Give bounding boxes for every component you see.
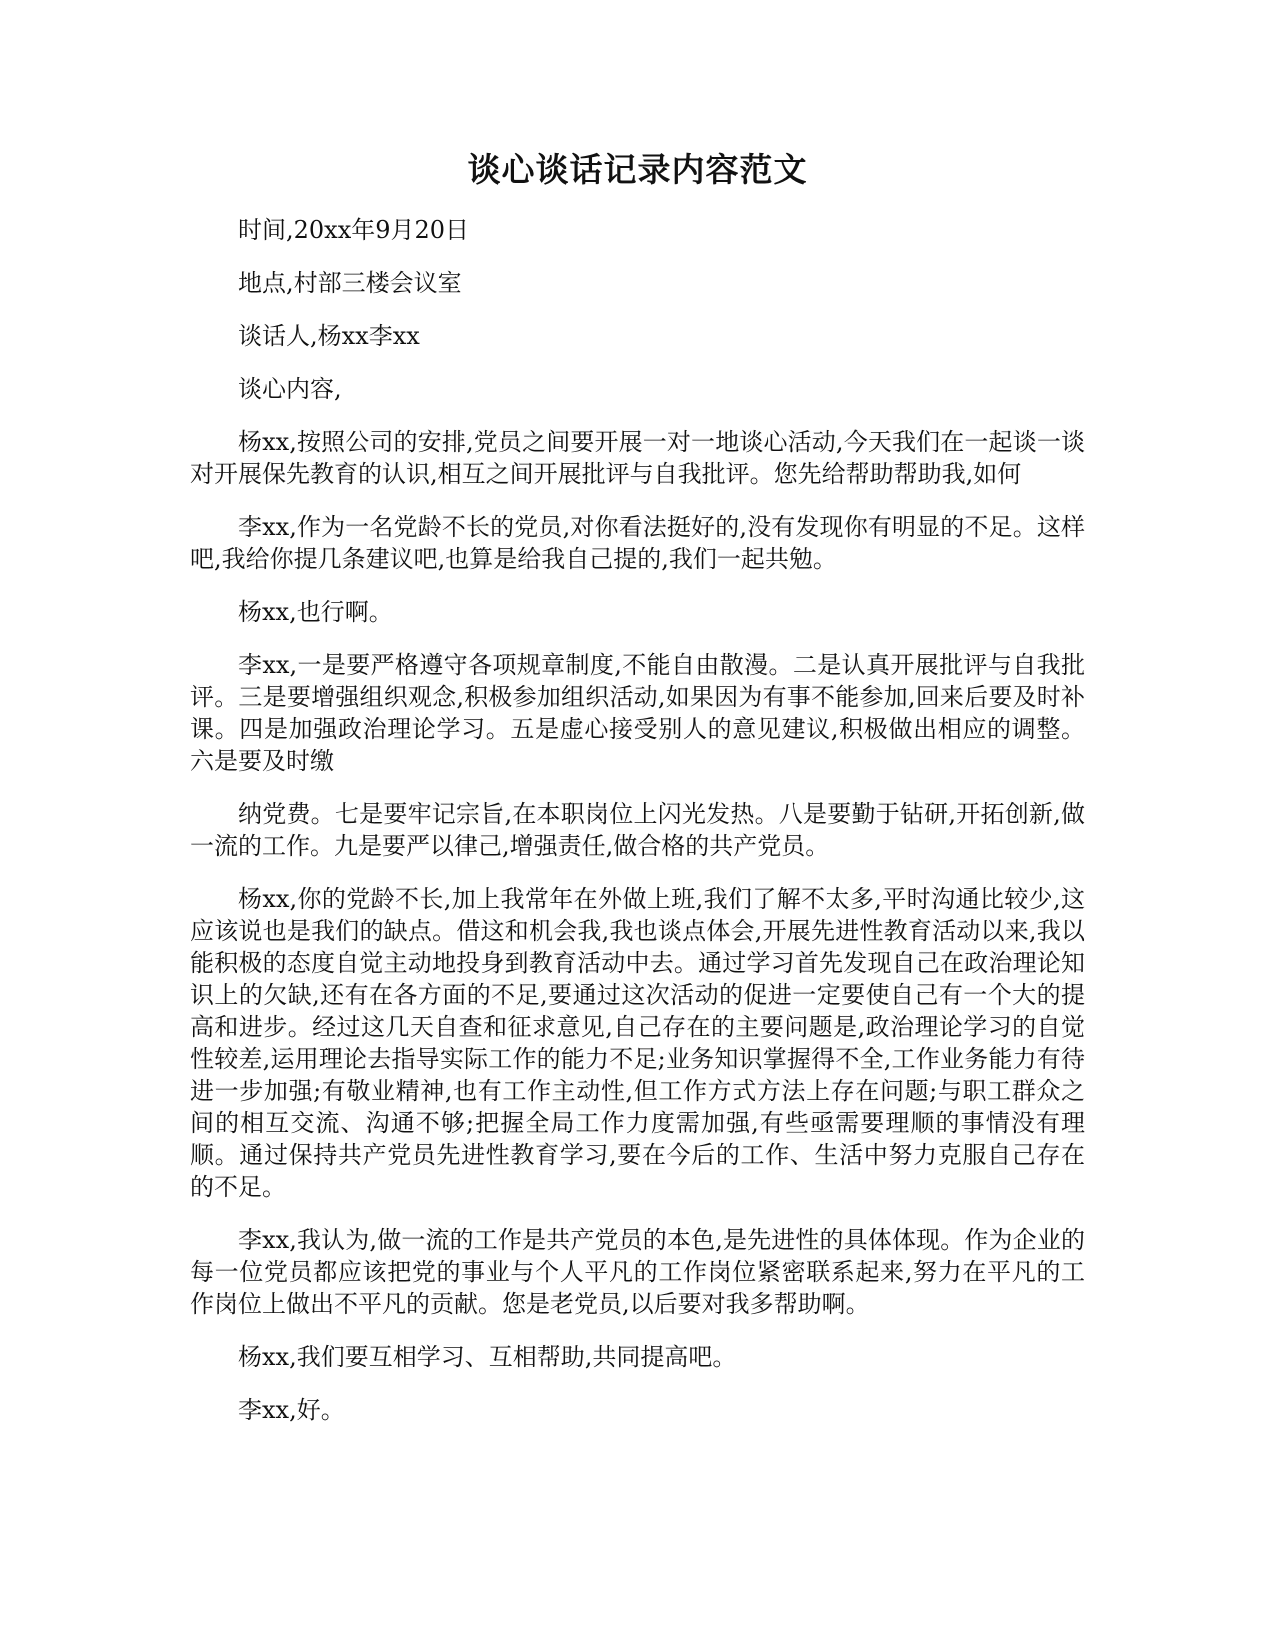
document-title: 谈心谈话记录内容范文 bbox=[467, 150, 808, 189]
paragraph: 杨xx,我们要互相学习、互相帮助,共同提高吧。 bbox=[238, 1343, 737, 1371]
paragraph-content-heading: 谈心内容, bbox=[238, 375, 342, 403]
paragraph-time: 时间,20xx年9月20日 bbox=[238, 216, 470, 244]
document-body bbox=[190, 214, 1085, 1426]
paragraph: 杨xx,你的党龄不长,加上我常年在外做上班,我们了解不太多,平时沟通比较少,这应该说也是我们的缺点。借这和机会我,我也谈点体会,开展先进性教育活动以来,我以能积极的态度自觉主动地投身到教育活动中去。通过学习首先发现自己在政治理论知识上的欠缺,还有在各方面的不足,要通过这次活动的促进一定要使自己有一个大的提高和进步。经过这几天自查和征求意见,自己存在的主要问题是,政治理论学习的自觉性较差,运用理论去指导实际工作的能力不足;业务知识掌握得不全,工作业务能力有待进一步加强;有敬业精神,也有工作主动性,但工作方式方法上存在问题;与职工群众之间的相互交流、沟通不够;把握全局工作力度需加强,有些亟需要理顺的事情没有理顺。通过保持共产党员先进性教育学习,要在今后的工作、生活中努力克服自己存在的不足。 bbox=[190, 885, 1085, 1201]
paragraph: 李xx,一是要严格遵守各项规章制度,不能自由散漫。二是认真开展批评与自我批评。三是要增强组织观念,积极参加组织活动,如果因为有事不能参加,回来后要及时补课。四是加强政治理论学习。五是虚心接受别人的意见建议,积极做出相应的调整。六是要及时缴 bbox=[190, 651, 1085, 775]
paragraph: 杨xx,按照公司的安排,党员之间要开展一对一地谈心活动,今天我们在一起谈一谈对开展保先教育的认识,相互之间开展批评与自我批评。您先给帮助帮助我,如何 bbox=[190, 428, 1085, 488]
paragraph: 纳党费。七是要牢记宗旨,在本职岗位上闪光发热。八是要勤于钻研,开拓创新,做一流的工作。九是要严以律己,增强责任,做合格的共产党员。 bbox=[190, 800, 1085, 860]
paragraph-participants: 谈话人,杨xx李xx bbox=[238, 322, 420, 350]
paragraph: 李xx,好。 bbox=[238, 1396, 345, 1424]
paragraph: 李xx,我认为,做一流的工作是共产党员的本色,是先进性的具体体现。作为企业的每一位党员都应该把党的事业与个人平凡的工作岗位紧密联系起来,努力在平凡的工作岗位上做出不平凡的贡献。您是老党员,以后要对我多帮助啊。 bbox=[190, 1226, 1085, 1318]
paragraph-location: 地点,村部三楼会议室 bbox=[238, 269, 462, 297]
paragraph: 李xx,作为一名党龄不长的党员,对你看法挺好的,没有发现你有明显的不足。这样吧,我给你提几条建议吧,也算是给我自己提的,我们一起共勉。 bbox=[190, 513, 1085, 573]
paragraph: 杨xx,也行啊。 bbox=[238, 598, 393, 626]
